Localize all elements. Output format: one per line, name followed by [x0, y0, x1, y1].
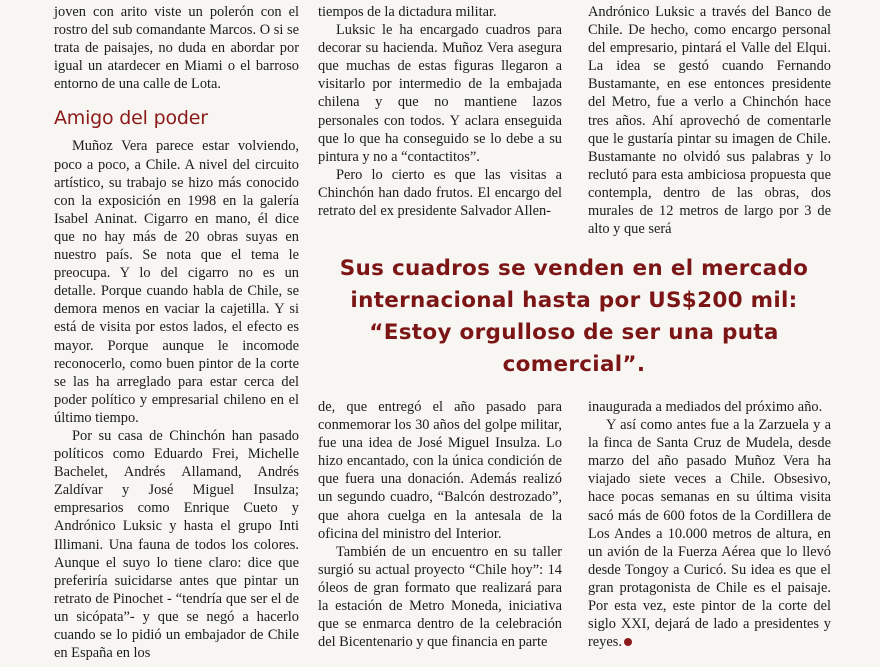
paragraph: de, que entregó el año pasado para conmemorar los 30 años del golpe militar, fue una idea de José Miguel Insulza. Lo hizo encantado, con la única condición de que fuera una donación. Además realizó un segundo cuadro, “Balcón destrozado”, que ahora cuelga en la antesala de la oficina del ministro del Interior. [318, 399, 562, 542]
article-column-2-bottom [318, 398, 562, 651]
paragraph: Luksic le ha encargado cuadros para decorar su hacienda. Muñoz Vera asegura que muchas de estas figuras llegaron a visitarlo por intermedio de la embajada chilena y que no mantiene lazos personales con todos. Y aclara enseguida que lo que ha conseguido se lo debe a su pintura y no a “contactitos”. [318, 22, 562, 165]
paragraph: Pero lo cierto es que las visitas a Chinchón han dado frutos. El encargo del retrato del ex presidente Salvador Allen- [318, 166, 562, 220]
paragraph: tiempos de la dictadura militar. [318, 4, 497, 20]
section-subheading: Amigo del poder [54, 107, 208, 130]
article-column-1 [54, 3, 299, 662]
pull-quote: Sus cuadros se venden en el mercado internacional hasta por US$200 mil: “Estoy orgulloso de ser una puta comercial”. [339, 256, 809, 377]
paragraph: joven con arito viste un polerón con el rostro del sub comandante Marcos. O si se trata de paisajes, no duda en abordar por igual un atardecer en Miami o el barroso entorno de una calle de Lota. [54, 4, 299, 93]
paragraph: También de un encuentro en su taller surgió su actual proyecto “Chile hoy”: 14 óleos de gran formato que realizará para la estación de Metro Moneda, iniciativa que se enmarca dentro de la celebración del Bicentenario y que financia en parte [318, 543, 562, 651]
article-column-3-bottom [588, 398, 831, 651]
article-column-3-top [588, 3, 831, 238]
paragraph-text: Y así como antes fue a la Zarzuela y a la finca de Santa Cruz de Mudela, desde marzo del año pasado Muñoz Vera ha viajado siete veces a Chile. Obsesivo, hace pocas semanas en su última visita sacó más de 600 fotos de la Cordillera de Los Andes a 10.000 metros de altura, en un avión de la Fuerza Aérea que lo llevó desde Tongoy a Curicó. Su idea es que el gran protagonista de Chile es el paisaje. Por esta vez, este pintor de la corte del siglo XXI, dejará de lado a presidentes y reyes. [588, 417, 831, 651]
paragraph: Muñoz Vera parece estar volviendo, poco a poco, a Chile. A nivel del circuito artístico, su trabajo se hizo más conocido con la exposición en 1998 en la galería Isabel Aninat. Cigarro en mano, él dice que no hay más de 20 obras suyas en nuestro país. Se nota que el tema le preocupa. Y lo del cigarro no es un detalle. Porque cuando habla de Chile, se demora menos en vaciar la cajetilla. Y si está de visita por estos lados, el efecto es mayor. Porque aunque le incomode reconocerlo, como buen pintor de la corte se las ha arreglado para estar cerca del poder político y empresarial chileno en el último tiempo. [54, 138, 299, 426]
article-column-2-top [318, 3, 562, 220]
paragraph: Por su casa de Chinchón han pasado políticos como Eduardo Frei, Michelle Bachelet, Andrés Allamand, Andrés Zaldívar y José Miguel Insulza; empresarios como Enrique Cueto y Andrónico Luksic y hasta el grupo Inti Illimani. Una fauna de todos los colores. Aunque el suyo lo tiene claro: dice que preferiría suicidarse antes que pintar un retrato de Pinochet - “tendría que ser el de un sicópata”- y que se negó a hacerlo cuando se lo pidió un embajador de Chile en España en los [54, 427, 299, 662]
paragraph: inaugurada a mediados del próximo año. [588, 399, 823, 415]
paragraph: Andrónico Luksic a través del Banco de Chile. De hecho, como encargo personal del empresario, pintará el Valle del Elqui. La idea se gestó cuando Fernando Bustamante, en ese entonces presidente del Metro, fue a verlo a Chinchón hace tres años. Ahí aprovechó de comentarle que le gustaría pintar su imagen de Chile. Bustamante no olvidó sus palabras y lo reclutó para esta ambiciosa propuesta que contempla, dentro de las obras, dos murales de 12 metros de largo por 3 de alto y que será [588, 4, 831, 238]
end-of-article-dot-icon [624, 638, 632, 646]
paragraph [588, 416, 831, 651]
